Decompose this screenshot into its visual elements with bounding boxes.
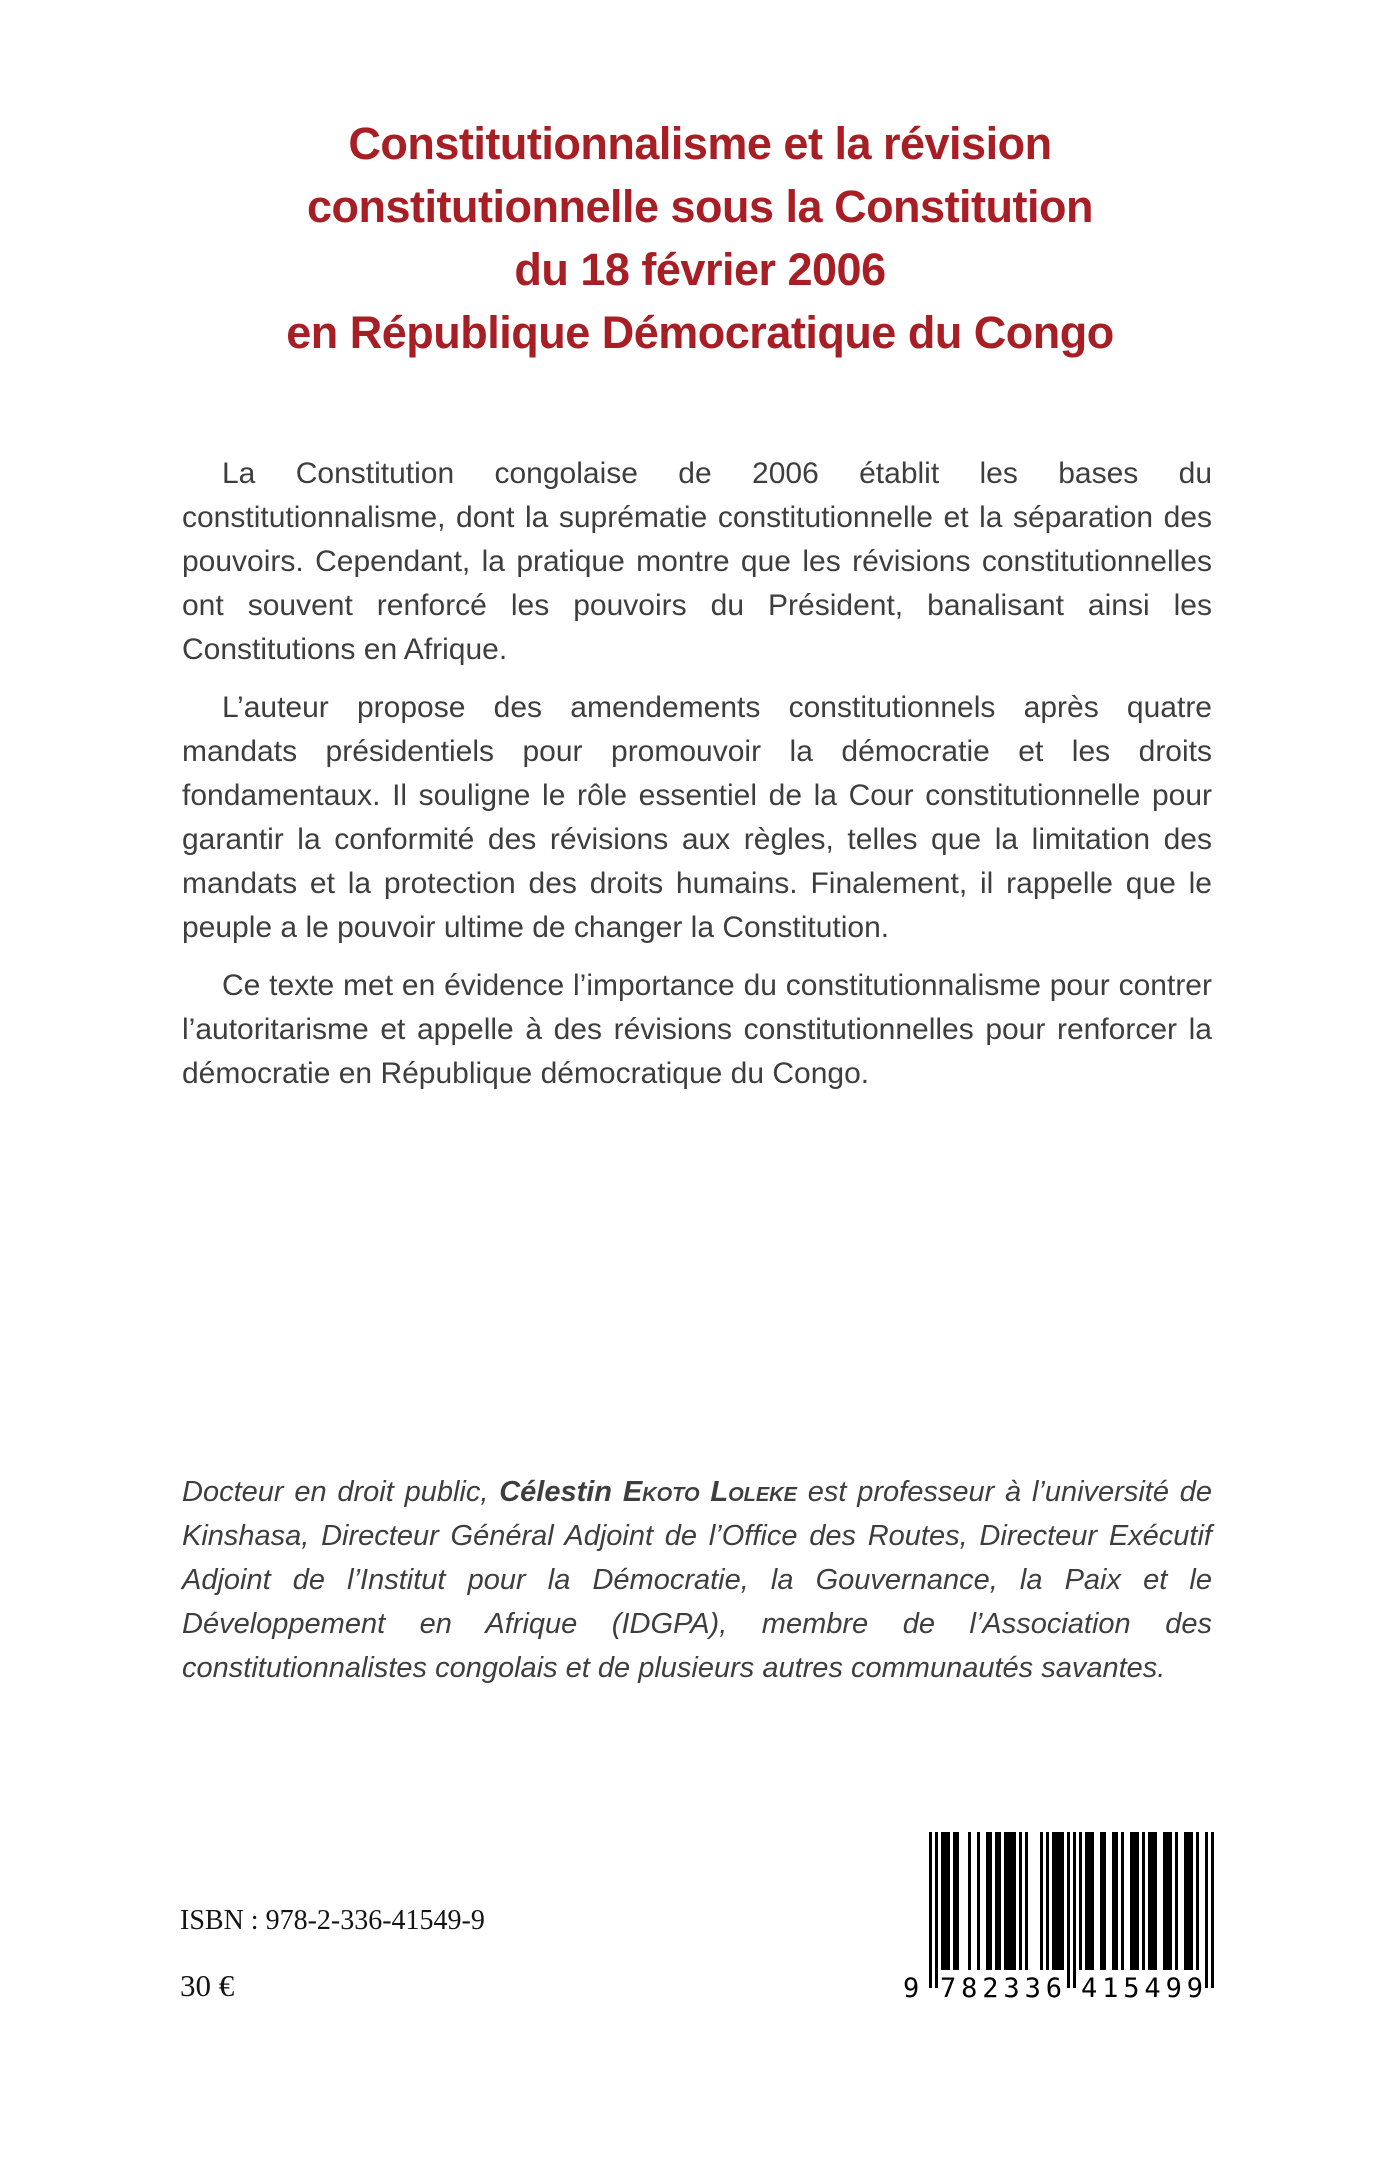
author-bio — [182, 1470, 1212, 1690]
barcode-bar — [947, 1832, 950, 1970]
barcode-bar — [1079, 1832, 1082, 1970]
barcode-bar — [1025, 1832, 1028, 1970]
barcode-digit: 4 — [1144, 1973, 1161, 2004]
barcode-bar — [989, 1832, 992, 1970]
barcode-bar — [1040, 1832, 1043, 1970]
barcode-bar — [1196, 1832, 1199, 1970]
barcode-digit: 3 — [1024, 1973, 1041, 2004]
barcode-bar — [1073, 1832, 1076, 1988]
barcode-bar — [1175, 1832, 1178, 1970]
barcode-bar — [1061, 1832, 1064, 1970]
barcode-bar — [1046, 1832, 1049, 1970]
barcode-digits-right — [1081, 1973, 1203, 2004]
bio-suffix: est professeur à l’université de Kinshasa, Directeur Général Adjoint de l’Office des Routes, Directeur Exécutif Adjoint de l’Institut pour la Démocratie, la Gouvernance, la Paix et le Développement en Afrique (IDGPA), membre de l’Association des constitutionnalistes congolais et de plusieurs autres communautés savantes. — [182, 1476, 1212, 1684]
synopsis-paragraph-3: Ce texte met en évidence l’importance du constitutionnalisme pour contrer l’autoritarisme et appelle à des révisions constitutionnelles pour renforcer la démocratie en République démocratique du Congo. — [182, 969, 1212, 1090]
isbn-text: ISBN : 978-2-336-41549-9 — [180, 1905, 485, 1936]
author-name-first: Célestin — [499, 1476, 623, 1508]
barcode-digit: 9 — [1186, 1973, 1203, 2004]
bio-prefix: Docteur en droit public, — [182, 1476, 500, 1508]
book-title-line-2: constitutionnelle sous la Constitution — [307, 181, 1093, 232]
barcode-bar — [1190, 1832, 1193, 1970]
barcode-bar — [1121, 1832, 1124, 1970]
barcode-digit: 4 — [1081, 1973, 1098, 2004]
synopsis-paragraph-2: L’auteur propose des amendements constitutionnels après quatre mandats présidentiels pour promouvoir la démocratie et les droits fondamentaux. Il souligne le rôle essentiel de la Cour constitutionnelle pour garantir la conformité des révisions aux règles, telles que la limitation des mandats et la protection des droits humains. Finalement, il rappelle que le peuple a le pouvoir ultime de changer la Constitution. — [182, 691, 1212, 944]
barcode-bar — [1142, 1832, 1145, 1970]
barcode-bar — [1169, 1832, 1172, 1970]
barcode-bar — [1115, 1832, 1118, 1970]
barcode-bar — [1103, 1832, 1106, 1970]
barcode-bar — [1136, 1832, 1139, 1970]
barcode-bar — [956, 1832, 959, 1970]
barcode-bar — [1013, 1832, 1016, 1970]
barcode-bar — [1205, 1832, 1208, 1988]
barcode-bar — [1091, 1832, 1094, 1970]
barcode-digit: 5 — [1123, 1973, 1140, 2004]
author-name-last: Ekoto Loleke — [622, 1476, 797, 1508]
barcode-bar — [998, 1832, 1001, 1970]
barcode-bar — [1067, 1832, 1070, 1988]
barcode-digit: 9 — [1165, 1973, 1182, 2004]
barcode-bar — [1211, 1832, 1214, 1988]
book-title-line-4: en République Démocratique du Congo — [286, 307, 1114, 358]
price-text: 30 € — [180, 1968, 235, 2003]
barcode-bar — [1154, 1832, 1157, 1970]
synopsis — [182, 452, 1212, 1110]
barcode-bar — [929, 1832, 932, 1988]
barcode-bar — [1019, 1832, 1022, 1970]
barcode-digit: 8 — [961, 1973, 978, 2004]
barcode-digit: 6 — [1045, 1973, 1062, 2004]
barcode-digits-left — [940, 1973, 1062, 2004]
book-title — [90, 112, 1310, 364]
barcode-digit-first: 9 — [903, 1973, 920, 2004]
barcode-digit: 2 — [982, 1973, 999, 2004]
barcode-bar — [935, 1832, 938, 1988]
barcode-bar — [977, 1832, 980, 1970]
barcode-bar — [968, 1832, 971, 1970]
barcode-digit: 3 — [1003, 1973, 1020, 2004]
ean13-barcode — [903, 1832, 1215, 2018]
barcode-digit: 1 — [1102, 1973, 1119, 2004]
barcode-digit: 7 — [940, 1973, 957, 2004]
author-bio-text — [182, 1470, 1212, 1690]
book-title-line-1: Constitutionnalisme et la révision — [348, 118, 1052, 169]
book-title-line-3: du 18 février 2006 — [514, 244, 886, 295]
synopsis-paragraph-1: La Constitution congolaise de 2006 établit les bases du constitutionnalisme, dont la suprématie constitutionnelle et la séparation des pouvoirs. Cependant, la pratique montre que les révisions constitutionnelles ont souvent renforcé les pouvoirs du Président, banalisant ainsi les Constitutions en Afrique. — [182, 457, 1212, 666]
